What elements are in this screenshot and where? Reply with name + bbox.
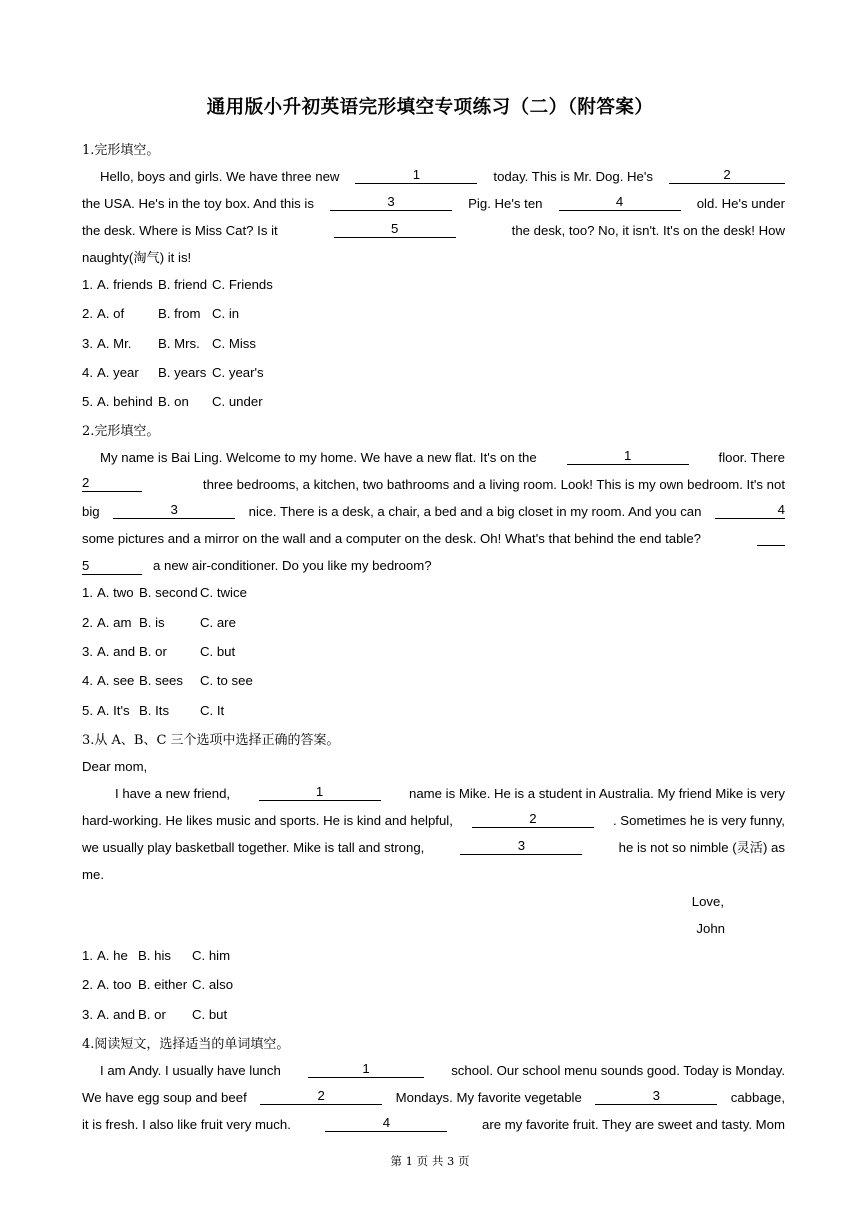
- passage-text: naughty(淘气) it is!: [82, 250, 192, 265]
- passage-text: Mondays. My favorite vegetable: [395, 1089, 582, 1105]
- passage-text: floor. There: [718, 450, 785, 466]
- option-a[interactable]: A. Mr.: [97, 335, 132, 351]
- option-c[interactable]: C. under: [212, 394, 263, 410]
- option-b[interactable]: B. or: [139, 644, 167, 660]
- option-number: 3.: [82, 644, 93, 660]
- option-c[interactable]: C. but: [192, 1006, 228, 1022]
- section-4-heading: [82, 1034, 785, 1061]
- answer-blank[interactable]: 3: [113, 502, 235, 519]
- passage-text: the desk. Where is Miss Cat? Is it: [82, 223, 278, 238]
- passage-line: [82, 194, 785, 221]
- passage-text: today. This is Mr. Dog. He's: [493, 169, 654, 184]
- option-row: [82, 701, 785, 730]
- passage-text: big: [82, 504, 100, 520]
- option-row: [82, 1005, 785, 1034]
- option-b[interactable]: B. is: [139, 614, 165, 630]
- answer-blank[interactable]: 1: [259, 784, 381, 801]
- passage-text: name is Mike. He is a student in Australia. My friend Mike is very: [409, 785, 785, 801]
- option-a[interactable]: A. year: [97, 364, 139, 380]
- option-a[interactable]: A. two: [97, 585, 134, 601]
- answer-blank[interactable]: 4: [559, 194, 681, 211]
- heading-text: 1.完形填空。: [82, 143, 160, 158]
- answer-blank[interactable]: 1: [567, 448, 689, 465]
- option-a[interactable]: A. he: [97, 947, 128, 963]
- passage-line: [82, 167, 785, 194]
- passage-text: I am Andy. I usually have lunch: [100, 1062, 281, 1078]
- answer-blank[interactable]: 5: [82, 558, 142, 575]
- passage-line: [82, 784, 785, 811]
- option-a[interactable]: A. and: [97, 1006, 136, 1022]
- option-b[interactable]: B. friend: [158, 277, 208, 292]
- answer-blank[interactable]: 3: [330, 194, 452, 211]
- passage-text: Pig. He's ten: [468, 196, 543, 211]
- option-c[interactable]: C. twice: [200, 585, 247, 601]
- answer-blank[interactable]: 1: [355, 167, 477, 184]
- passage-text: we usually play basketball together. Mike is tall and strong,: [82, 839, 425, 855]
- document-title: 通用版小升初英语完形填空专项练习（二）（附答案）: [206, 97, 654, 118]
- passage-text: hard-working. He likes music and sports. He is kind and helpful,: [82, 812, 453, 828]
- passage-line: [82, 865, 785, 892]
- option-b[interactable]: B. Mrs.: [158, 335, 200, 351]
- option-c[interactable]: C. are: [200, 614, 236, 630]
- option-c[interactable]: C. also: [192, 977, 234, 993]
- option-row: [82, 946, 785, 975]
- option-a[interactable]: A. see: [97, 673, 135, 689]
- passage-text: three bedrooms, a kitchen, two bathrooms and a living room. Look! This is my own bedroom. It's not: [202, 477, 785, 493]
- option-number: 2.: [82, 977, 93, 993]
- passage-line: [82, 556, 785, 583]
- letter-greeting: [82, 757, 785, 784]
- answer-blank[interactable]: 4: [325, 1115, 447, 1132]
- option-b[interactable]: B. his: [138, 947, 171, 963]
- option-c[interactable]: C. in: [212, 306, 240, 322]
- option-a[interactable]: A. It's: [97, 702, 130, 718]
- option-number: 2.: [82, 306, 93, 322]
- option-number: 4.: [82, 673, 93, 689]
- document-body: [82, 140, 785, 1142]
- passage-line: [82, 838, 785, 865]
- passage-text: some pictures and a mirror on the wall and a computer on the desk. Oh! What's that behind the end table?: [82, 531, 702, 547]
- option-number: 4.: [82, 364, 93, 380]
- signature-text: John: [696, 920, 725, 936]
- option-row: [82, 613, 785, 642]
- letter-signature: [82, 919, 785, 946]
- option-row: [82, 363, 785, 392]
- passage-line: [82, 475, 785, 502]
- passage-line: [82, 1088, 785, 1115]
- passage-line: [82, 221, 785, 248]
- letter-closing: [82, 892, 785, 919]
- answer-blank[interactable]: 5: [334, 221, 456, 238]
- passage-text: Dear mom,: [82, 758, 148, 774]
- closing-text: Love,: [691, 893, 724, 909]
- option-c[interactable]: C. but: [200, 644, 236, 660]
- option-c[interactable]: C. to see: [200, 673, 253, 689]
- option-row: [82, 392, 785, 421]
- answer-blank[interactable]: 2: [669, 167, 785, 184]
- answer-blank[interactable]: [757, 529, 785, 546]
- answer-blank[interactable]: 2: [82, 475, 142, 492]
- answer-blank[interactable]: 3: [460, 838, 582, 855]
- passage-text: it is fresh. I also like fruit very much.: [82, 1116, 291, 1132]
- answer-blank[interactable]: 1: [308, 1061, 424, 1078]
- option-a[interactable]: A. too: [97, 977, 132, 993]
- passage-line: [82, 1115, 785, 1142]
- option-c[interactable]: C. Miss: [212, 335, 256, 351]
- answer-blank[interactable]: 3: [595, 1088, 717, 1105]
- passage-text: the desk, too? No, it isn't. It's on the desk! How: [511, 223, 785, 238]
- section-2-heading: [82, 421, 785, 448]
- passage-line: [82, 811, 785, 838]
- page-footer: 第 1 页 共 3 页: [390, 1154, 470, 1168]
- option-number: 1.: [82, 947, 93, 963]
- passage-line: [82, 529, 785, 556]
- option-b[interactable]: B. either: [138, 977, 188, 993]
- passage-text: My name is Bai Ling. Welcome to my home. We have a new flat. It's on the: [100, 450, 537, 466]
- passage-text: Hello, boys and girls. We have three new: [100, 169, 340, 184]
- passage-line: [82, 248, 785, 275]
- option-a[interactable]: A. behind: [97, 394, 153, 410]
- option-row: [82, 275, 785, 304]
- option-b[interactable]: B. Its: [139, 702, 170, 718]
- option-row: [82, 642, 785, 671]
- passage-text: cabbage,: [730, 1089, 785, 1105]
- option-row: [82, 304, 785, 333]
- option-number: 2.: [82, 614, 93, 630]
- option-a[interactable]: A. friends: [97, 277, 153, 292]
- passage-text: old. He's under: [696, 196, 785, 211]
- option-a[interactable]: A. am: [97, 614, 132, 630]
- heading-text: 2.完形填空。: [82, 424, 160, 440]
- passage-text: nice. There is a desk, a chair, a bed and a big closet in my room. And you can: [248, 504, 702, 520]
- passage-text: a new air-conditioner. Do you like my bedroom?: [153, 558, 432, 574]
- option-a[interactable]: A. and: [97, 644, 136, 660]
- option-c[interactable]: C. It: [200, 702, 225, 718]
- option-b[interactable]: B. or: [138, 1006, 166, 1022]
- passage-text: school. Our school menu sounds good. Today is Monday.: [451, 1062, 785, 1078]
- option-c[interactable]: C. him: [192, 947, 231, 963]
- passage-text: We have egg soup and beef: [82, 1089, 247, 1105]
- option-c[interactable]: C. Friends: [212, 277, 273, 292]
- heading-text: 4.阅读短文，选择适当的单词填空。: [82, 1036, 290, 1052]
- option-b[interactable]: B. on: [158, 394, 189, 410]
- answer-blank[interactable]: 2: [472, 811, 594, 828]
- answer-blank[interactable]: 4: [715, 502, 785, 519]
- option-b[interactable]: B. sees: [139, 673, 183, 689]
- option-row: [82, 583, 785, 612]
- passage-text: me.: [82, 866, 104, 882]
- option-b[interactable]: B. second: [139, 585, 198, 601]
- option-a[interactable]: A. of: [97, 306, 125, 322]
- heading-text: 3.从 A、B、C 三个选项中选择正确的答案。: [82, 732, 340, 748]
- passage-text: I have a new friend,: [115, 785, 231, 801]
- option-number: 1.: [82, 277, 93, 292]
- passage-line: [82, 502, 785, 529]
- answer-blank[interactable]: 2: [260, 1088, 382, 1105]
- option-number: 1.: [82, 585, 93, 601]
- option-number: 5.: [82, 394, 93, 410]
- option-number: 5.: [82, 702, 93, 718]
- option-number: 3.: [82, 1006, 93, 1022]
- passage-text: . Sometimes he is very funny,: [612, 812, 785, 828]
- option-row: [82, 975, 785, 1004]
- option-row: [82, 334, 785, 363]
- passage-line: [82, 1061, 785, 1088]
- passage-text: the USA. He's in the toy box. And this is: [82, 196, 314, 211]
- option-c[interactable]: C. year's: [212, 364, 264, 380]
- passage-text: he is not so nimble (灵活) as: [618, 839, 785, 855]
- option-b[interactable]: B. years: [158, 364, 207, 380]
- passage-text: are my favorite fruit. They are sweet and tasty. Mom: [482, 1116, 785, 1132]
- passage-line: [82, 448, 785, 475]
- section-1-heading: [82, 140, 785, 167]
- option-row: [82, 671, 785, 700]
- option-number: 3.: [82, 335, 93, 351]
- option-b[interactable]: B. from: [158, 306, 201, 322]
- section-3-heading: [82, 730, 785, 757]
